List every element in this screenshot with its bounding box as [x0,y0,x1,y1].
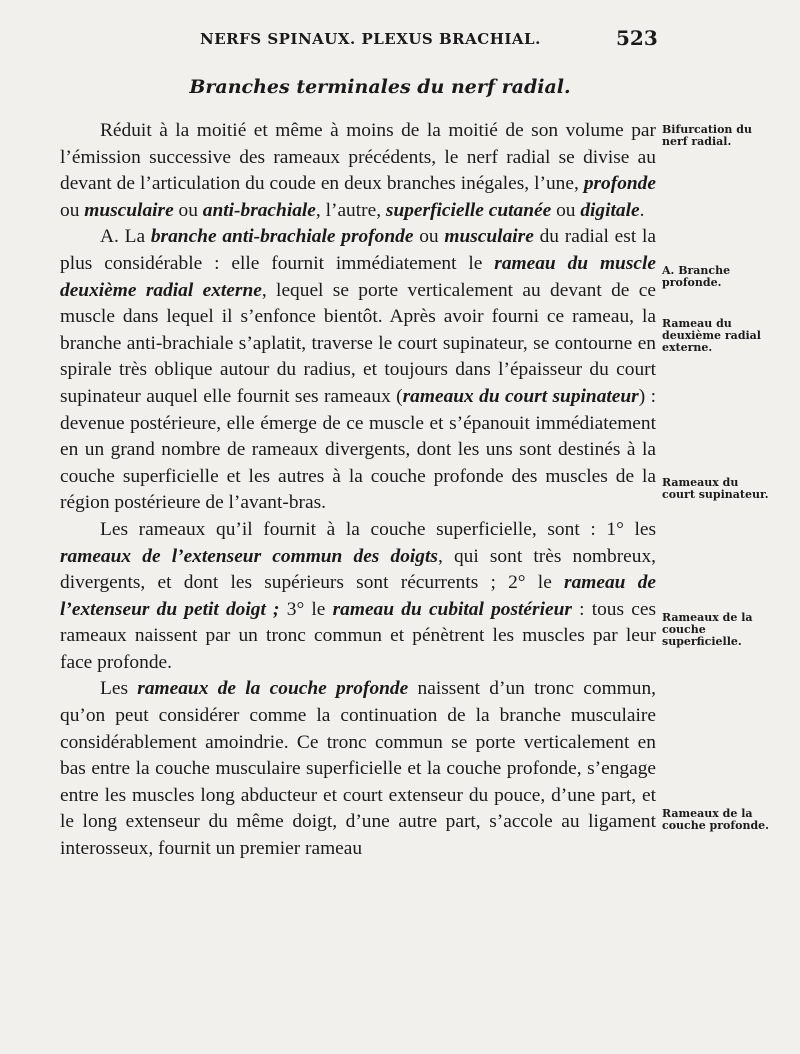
margin-note-bifurcation: Bifurcation du nerf radial. [662,123,752,148]
paragraph-couche-superficielle: Les rameaux qu’il fournit à la couche superficielle, sont : 1° les rameaux de l’extenseur commun des doigts, qui sont très nombreux, divergents, et dont les supérieurs sont récurrents ; 2° le rameau de l’extenseur du petit doigt ; 3° le rameau du cubital postérieur : tous ces rameaux naissent par un tronc commun et pénètrent les muscles par leur face profonde. [60,518,657,673]
margin-note-rameaux-couche-superficielle: Rameaux de la couche superficielle. [662,611,753,648]
margin-note-branche-profonde: A. Branche profonde. [662,264,731,289]
paragraph-bifurcation: Réduit à la moitié et même à moins de la moitié de son volume par l’émission successive des rameaux précédents, le nerf radial se divise au devant de l’articulation du coude en deux branches inégales, l’une, profonde ou musculaire ou anti-brachiale, l’autre, superficielle cutanée ou digitale. [60,120,656,221]
paragraph-couche-profonde: Les rameaux de la couche profonde naissent d’un tronc commun, qu’on peut considérer comme la continuation de la branche musculaire considérablement amoindrie. Ce tronc commun se porte verticalement en bas entre la couche musculaire superficielle et la couche profonde, s’engage entre les muscles long abducteur et court extenseur du pouce, d’une part, et le long extenseur du même doigt, d’une autre part, s’accole au ligament interosseux, fournit un premier rameau [60,678,656,860]
section-title: Branches terminales du nerf radial. [189,76,571,98]
margin-note-rameau-deuxieme-radial: Rameau du deuxième radial externe. [662,317,761,354]
page-number: 523 [616,26,658,50]
running-head: NERFS SPINAUX. PLEXUS BRACHIAL. [200,30,541,48]
body-text [60,118,656,863]
paragraph-branche-profonde: A. La branche anti-brachiale profonde ou musculaire du radial est la plus considérable : elle fournit immédiatement le rameau du muscle deuxième radial externe, lequel se porte verticalement au devant de ce muscle dans lequel il s’enfonce bientôt. Après avoir fourni ce rameau, la branche anti-brachiale s’aplatit, traverse le court supinateur, se contourne en spirale très oblique autour du radius, et toujours dans l’épaisseur du court supinateur auquel elle fournit ses rameaux (rameaux du court supinateur) : devenue postérieure, elle émerge de ce muscle et s’épanouit immédiatement en un grand nombre de rameaux divergents, dont les uns sont destinés à la couche superficielle et les autres à la couche profonde des muscles de la région postérieure de l’avant-bras. [60,226,656,514]
margin-note-rameaux-court-supinateur: Rameaux du court supinateur. [662,476,769,501]
margin-note-rameaux-couche-profonde: Rameaux de la couche profonde. [662,807,769,832]
